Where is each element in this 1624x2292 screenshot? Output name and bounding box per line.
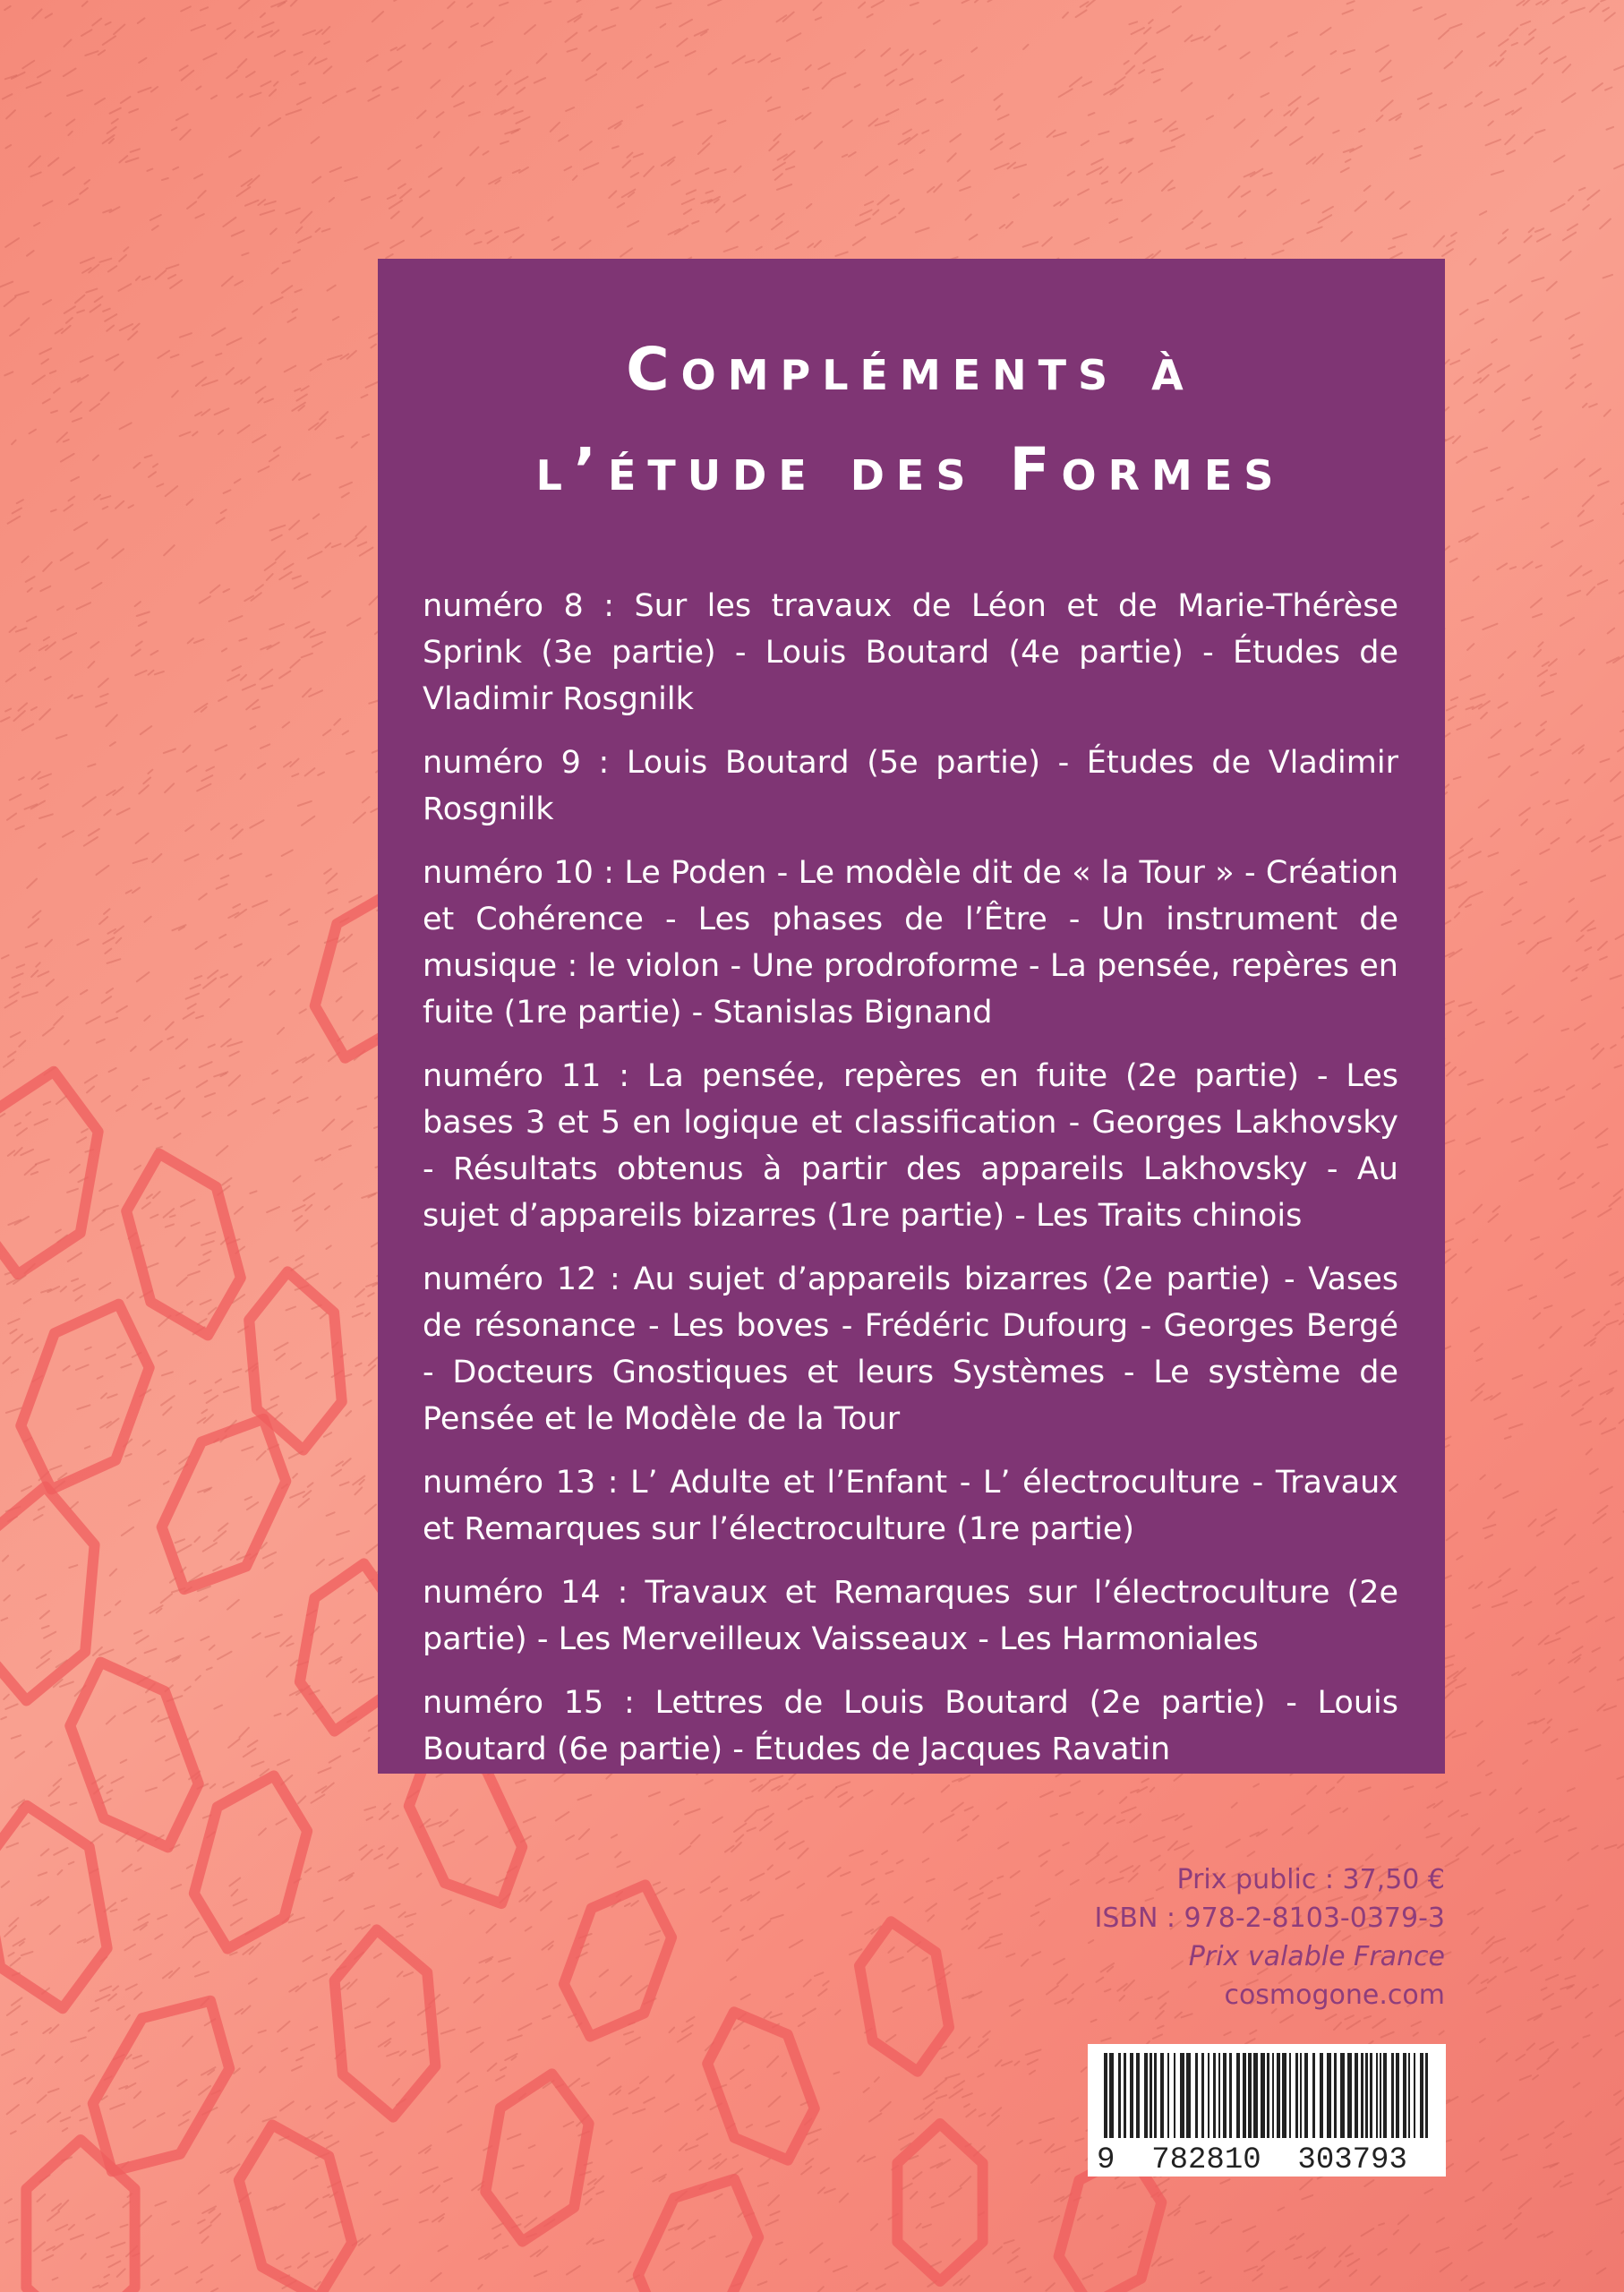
barcode-bars — [1088, 2044, 1446, 2177]
hexagon-shape — [53, 1645, 215, 1864]
hexagon-shape — [245, 1268, 346, 1454]
contents-panel — [378, 259, 1445, 1774]
public-price: Prix public : 37,50 € — [1176, 1864, 1445, 1895]
hexagon-shape — [550, 1870, 685, 2051]
hexagon-shape — [68, 1976, 254, 2197]
hexagon-shape — [227, 2113, 363, 2292]
issue-entry: numéro 14 : Travaux et Remarques sur l’électroculture (2e partie) - Les Merveilleux Vaisseaux - Les Harmoniales — [423, 1575, 1398, 1657]
hexagon-shape — [897, 2124, 982, 2281]
issue-entry: numéro 11 : La pensée, repères en fuite (2e partie) - Les bases 3 et 5 en logique et classification - Georges Lakhovsky - Résultats obtenus à partir des appareils Lakhovsky - Au sujet d’appareils bizarres (1re partie) - Les Traits chinois — [423, 1058, 1398, 1234]
hexagon-shape — [4, 1287, 166, 1506]
publisher-website: cosmogone.com — [1224, 1980, 1445, 2011]
publisher-info — [1094, 1860, 1445, 2014]
series-title-line-1: Compléments à — [626, 335, 1195, 404]
hexagon-shape — [115, 1142, 253, 1347]
barcode — [1088, 2044, 1446, 2177]
issue-entry: numéro 8 : Sur les travaux de Léon et de Marie-Thérèse Sprink (3e partie) - Louis Boutard (4e partie) - Études de Vladimir Rosgnilk — [423, 588, 1398, 717]
series-title-line-2: l’étude des Formes — [535, 435, 1286, 504]
barcode-digits: 9 782810 303793 — [1097, 2143, 1407, 2177]
issue-entry: numéro 12 : Au sujet d’appareils bizarres (2e partie) - Vases de résonance - Les boves - Frédéric Dufourg - Georges Bergé - Docteurs Gnostiques et leurs Systèmes - Le système de Pensée et le Modèle de la Tour — [423, 1261, 1398, 1437]
series-title — [423, 259, 1398, 520]
hexagon-shape — [694, 1997, 828, 2175]
issue-list — [423, 583, 1398, 1773]
issue-entry: numéro 9 : Louis Boutard (5e partie) - Études de Vladimir Rosgnilk — [423, 745, 1398, 827]
hexagon-shape — [853, 1915, 956, 2078]
hexagon-shape — [0, 1062, 107, 1284]
hexagon-shape — [330, 1926, 440, 2121]
issue-entry: numéro 15 : Lettres de Louis Boutard (2e partie) - Louis Boutard (6e partie) - Études de Jacques Ravatin — [423, 1685, 1398, 1767]
hexagon-shape — [620, 2159, 777, 2292]
isbn-number: ISBN : 978-2-8103-0379-3 — [1094, 1903, 1445, 1934]
hexagon-shape — [478, 2066, 596, 2250]
issue-entry: numéro 10 : Le Poden - Le modèle dit de « la Tour » - Création et Cohérence - Les phases de l’Être - Un instrument de musique : le violon - Une prodroforme - La pensée, repères en fuite (1re partie) - Stanislas Bignand — [423, 855, 1398, 1031]
hexagon-shape — [0, 1796, 116, 2018]
price-note: Prix valable France — [1188, 1941, 1445, 1972]
hexagon-shape — [183, 1764, 319, 1961]
hexagon-shape — [26, 2140, 134, 2292]
hexagon-shape — [0, 1482, 99, 1706]
issue-entry: numéro 13 : L’ Adulte et l’Enfant - L’ électroculture - Travaux et Remarques sur l’électroculture (1re partie) — [423, 1465, 1398, 1547]
